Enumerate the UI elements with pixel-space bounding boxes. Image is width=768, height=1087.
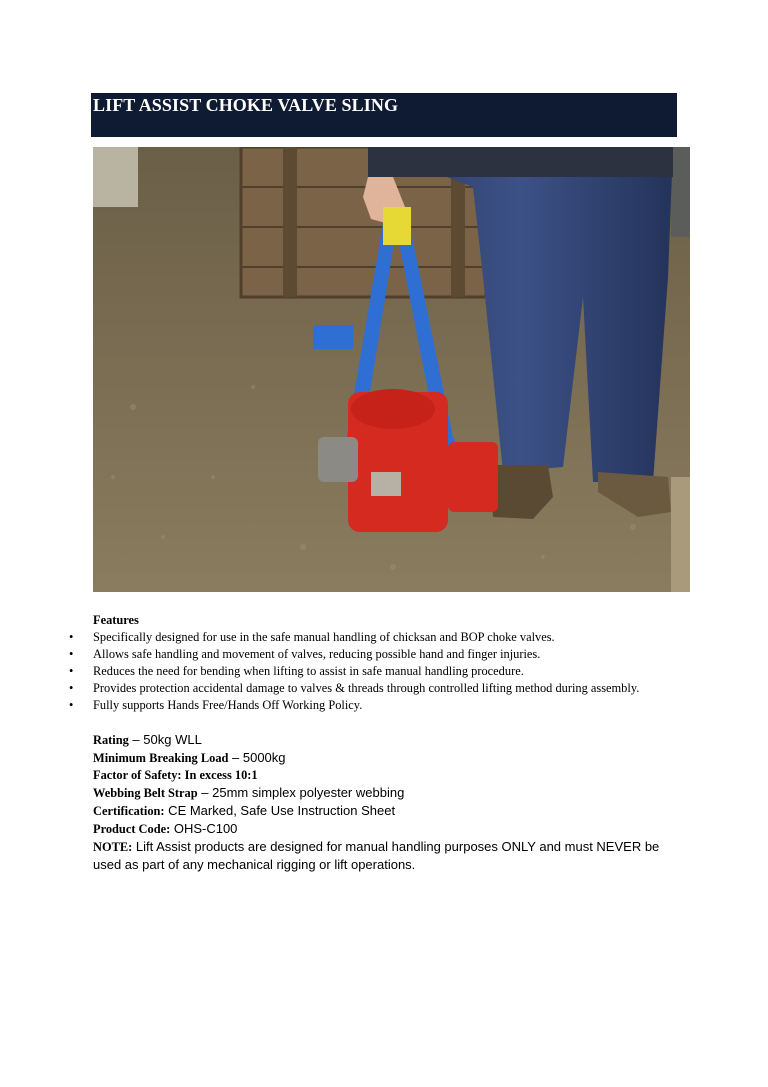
content [69, 612, 693, 874]
bullet-icon: • [69, 681, 74, 695]
mbl-row: Minimum Breaking Load – 5000kg [93, 750, 286, 765]
features-list [69, 629, 693, 714]
page-title: LIFT ASSIST CHOKE VALVE SLING [93, 95, 399, 115]
fos-row: Factor of Safety: In excess 10:1 [93, 768, 258, 782]
rating-row: Rating – 50kg WLL [93, 732, 202, 747]
title-bar [91, 93, 677, 137]
features-heading: Features [93, 613, 139, 627]
list-item: • Specifically designed for use in the safe manual handling of chicksan and BOP choke valves. [69, 630, 555, 644]
list-item: • Reduces the need for bending when lifting to assist in safe manual handling procedure. [69, 664, 524, 678]
list-item: • Provides protection accidental damage to valves & threads through controlled lifting method during assembly. [69, 681, 640, 695]
spec-block [93, 731, 693, 874]
bullet-icon: • [69, 698, 74, 712]
machine [671, 147, 690, 237]
bullet-icon: • [69, 647, 74, 661]
certification-row: Certification: CE Marked, Safe Use Instruction Sheet [93, 803, 396, 818]
webbing-row: Webbing Belt Strap – 25mm simplex polyester webbing [93, 785, 405, 800]
list-item: • Allows safe handling and movement of valves, reducing possible hand and finger injuries. [69, 647, 541, 661]
note-row: NOTE: Lift Assist products are designed for manual handling purposes ONLY and must NEVER be used as part of any mechanical rigging or lift operations. [93, 839, 660, 872]
debris [93, 147, 138, 207]
bullet-icon: • [69, 664, 74, 678]
product-code-row: Product Code: OHS-C100 [93, 821, 238, 836]
bullet-icon: • [69, 630, 74, 644]
product-photo [93, 147, 690, 592]
list-item: • Fully supports Hands Free/Hands Off Working Policy. [69, 698, 363, 712]
